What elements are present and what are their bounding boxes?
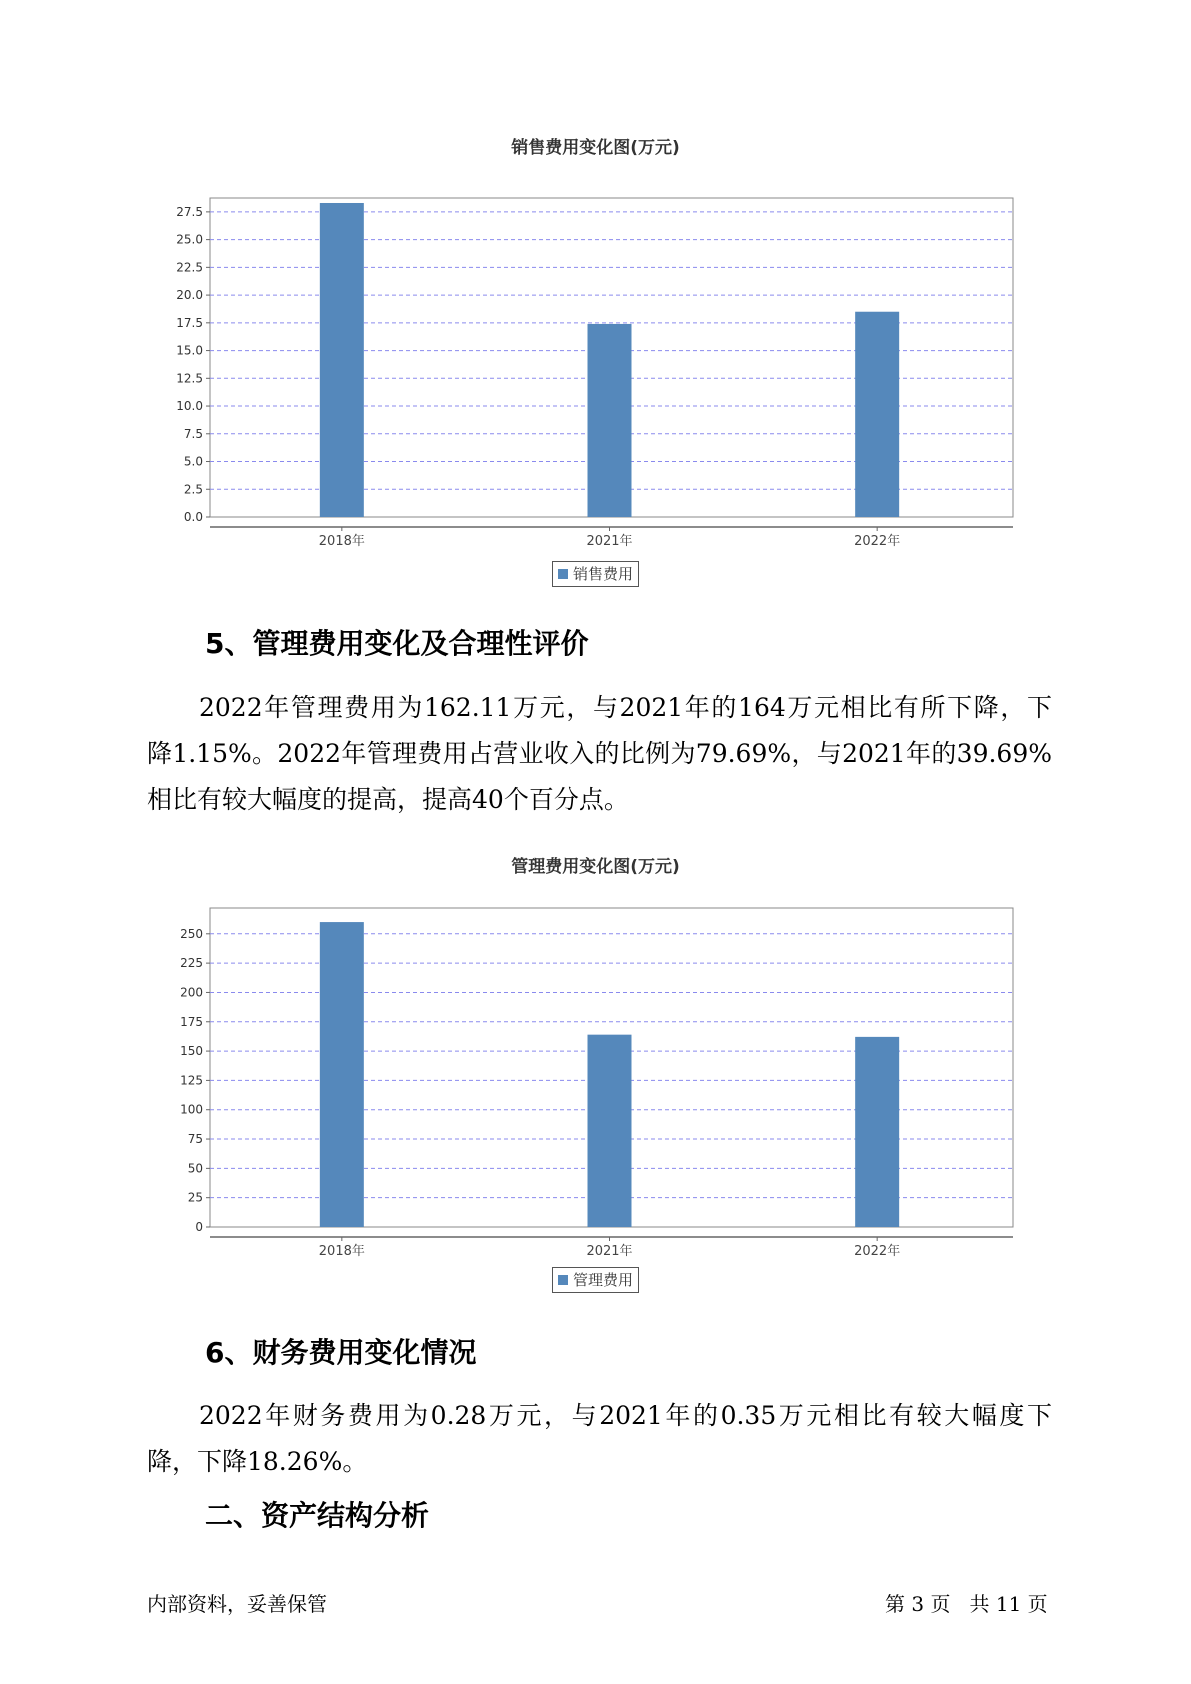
sales-expense-chart xyxy=(0,180,1191,560)
section-6-paragraph xyxy=(147,1393,1052,1485)
y-tick-label: 250 xyxy=(180,926,203,941)
y-tick-label: 0 xyxy=(195,1220,203,1234)
admin-expense-chart xyxy=(0,890,1191,1270)
chart-title-admin-expense: 管理费用变化图(万元) xyxy=(511,857,680,877)
x-tick-label: 2018年 xyxy=(318,534,365,549)
y-tick-label: 25.0 xyxy=(176,232,203,247)
y-tick-label: 150 xyxy=(180,1044,203,1059)
y-tick-label: 12.5 xyxy=(176,371,203,386)
chart-legend-sales-expense xyxy=(552,561,639,587)
y-tick-label: 125 xyxy=(180,1073,203,1088)
bar-3 xyxy=(855,312,899,517)
chart-legend-admin-expense xyxy=(552,1267,639,1293)
y-tick-label: 0.0 xyxy=(183,510,203,524)
y-tick-label: 50 xyxy=(187,1161,203,1176)
y-tick-label: 2.5 xyxy=(183,482,203,497)
y-tick-label: 7.5 xyxy=(183,426,203,441)
y-tick-label: 175 xyxy=(180,1014,203,1029)
y-tick-label: 225 xyxy=(180,956,203,971)
y-tick-label: 27.5 xyxy=(176,204,203,219)
x-tick-label: 2018年 xyxy=(318,1244,365,1259)
section-5-paragraph xyxy=(147,685,1052,823)
y-tick-label: 22.5 xyxy=(176,260,203,275)
section-5-heading: 5、管理费用变化及合理性评价 xyxy=(205,627,589,660)
paragraph-line: 降1.15%。2022年管理费用占营业收入的比例为79.69%，与2021年的39.69% xyxy=(147,739,1052,768)
y-tick-label: 5.0 xyxy=(183,454,203,469)
y-tick-label: 100 xyxy=(180,1102,203,1117)
y-tick-label: 200 xyxy=(180,985,203,1000)
section-6-heading: 6、财务费用变化情况 xyxy=(205,1336,477,1369)
y-tick-label: 17.5 xyxy=(176,315,203,330)
y-tick-label: 15.0 xyxy=(176,343,203,358)
legend-label: 销售费用 xyxy=(573,565,634,583)
paragraph-line: 2022年管理费用为162.11万元，与2021年的164万元相比有所下降，下 xyxy=(199,693,1052,722)
bar-2 xyxy=(588,324,632,517)
paragraph-line: 2022年财务费用为0.28万元，与2021年的0.35万元相比有较大幅度下 xyxy=(199,1401,1052,1430)
legend-swatch xyxy=(558,1275,568,1285)
x-tick-label: 2021年 xyxy=(586,1244,633,1259)
footer-page-number: 第 3 页 共 11 页 xyxy=(885,1592,1048,1616)
y-tick-label: 25 xyxy=(187,1190,203,1205)
paragraph-line: 相比有较大幅度的提高，提高40个百分点。 xyxy=(147,785,629,814)
bar-3 xyxy=(855,1037,899,1227)
paragraph-line: 降，下降18.26%。 xyxy=(147,1447,368,1476)
x-tick-label: 2021年 xyxy=(586,534,633,549)
bar-1 xyxy=(320,922,364,1227)
section-two-heading: 二、资产结构分析 xyxy=(205,1499,430,1532)
x-tick-label: 2022年 xyxy=(854,534,901,549)
legend-swatch xyxy=(558,569,568,579)
y-tick-label: 10.0 xyxy=(176,399,203,414)
bar-2 xyxy=(588,1035,632,1227)
legend-label: 管理费用 xyxy=(573,1271,634,1289)
x-tick-label: 2022年 xyxy=(854,1244,901,1259)
y-tick-label: 75 xyxy=(187,1132,203,1147)
bar-1 xyxy=(320,203,364,517)
y-tick-label: 20.0 xyxy=(176,288,203,303)
chart-title-sales-expense: 销售费用变化图(万元) xyxy=(511,138,680,158)
footer-confidential-note: 内部资料，妥善保管 xyxy=(147,1592,327,1616)
